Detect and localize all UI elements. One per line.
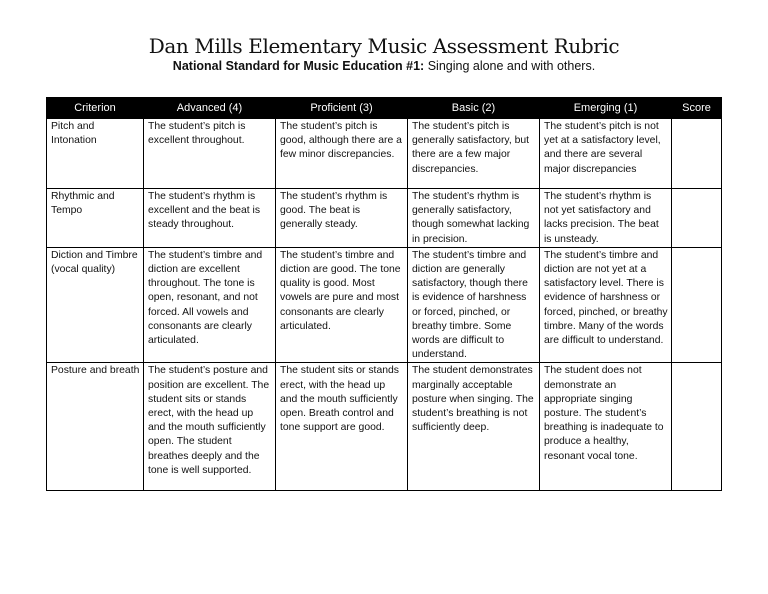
criterion-cell: Posture and breath [47,363,144,491]
table-row [47,247,722,363]
emerging-cell: The student’s rhythm is not yet satisfactory and lacks precision. The beat is unsteady. [540,189,672,248]
basic-cell: The student’s pitch is generally satisfactory, but there are a few major discrepancies. [408,119,540,189]
proficient-cell: The student’s timbre and diction are good. The tone quality is good. Most vowels are pure and most consonants are clearly articulated. [276,247,408,363]
emerging-cell: The student’s timbre and diction are not yet at a satisfactory level. There is evidence of harshness or forced, pinched, or breathy timbre. Many of the words are difficult to understand. [540,247,672,363]
advanced-cell: The student’s rhythm is excellent and the beat is steady throughout. [144,189,276,248]
basic-cell: The student demonstrates marginally acceptable posture when singing. The student’s breathing is not sufficiently deep. [408,363,540,491]
rubric-table [46,97,722,491]
document-title: Dan Mills Elementary Music Assessment Rubric [148,34,620,58]
advanced-cell: The student’s pitch is excellent throughout. [144,119,276,189]
document-subtitle [0,59,768,73]
header-advanced: Advanced (4) [144,98,276,119]
basic-cell: The student’s timbre and diction are generally satisfactory, though there is evidence of harshness or forced, pinched, or breathy timbre. Some words are difficult to understand. [408,247,540,363]
criterion-cell: Pitch and Intonation [47,119,144,189]
proficient-cell: The student’s pitch is good, although there are a few minor discrepancies. [276,119,408,189]
score-cell[interactable] [672,247,722,363]
header-basic: Basic (2) [408,98,540,119]
table-row [47,119,722,189]
advanced-cell: The student’s posture and position are excellent. The student sits or stands erect, with the head up and the mouth sufficiently open. The student breathes deeply and the tone is well supported. [144,363,276,491]
header-emerging: Emerging (1) [540,98,672,119]
header-score: Score [672,98,722,119]
score-cell[interactable] [672,119,722,189]
subtitle-standard: National Standard for Music Education #1: [172,59,425,73]
score-cell[interactable] [672,363,722,491]
emerging-cell: The student’s pitch is not yet at a satisfactory level, and there are several major discrepancies [540,119,672,189]
emerging-cell: The student does not demonstrate an appropriate singing posture. The student’s breathing is inadequate to produce a healthy, resonant vocal tone. [540,363,672,491]
header-row [47,98,722,119]
basic-cell: The student’s rhythm is generally satisfactory, though somewhat lacking in precision. [408,189,540,248]
criterion-cell: Rhythmic and Tempo [47,189,144,248]
proficient-cell: The student sits or stands erect, with the head up and the mouth sufficiently open. Breath control and tone support are good. [276,363,408,491]
criterion-cell: Diction and Timbre (vocal quality) [47,247,144,363]
header-criterion: Criterion [47,98,144,119]
header-proficient: Proficient (3) [276,98,408,119]
table-row [47,189,722,248]
subtitle-description: Singing alone and with others. [424,59,596,73]
proficient-cell: The student’s rhythm is good. The beat is generally steady. [276,189,408,248]
advanced-cell: The student’s timbre and diction are excellent throughout. The tone is open, resonant, and not forced. All vowels and consonants are clearly articulated. [144,247,276,363]
table-row [47,363,722,491]
score-cell[interactable] [672,189,722,248]
